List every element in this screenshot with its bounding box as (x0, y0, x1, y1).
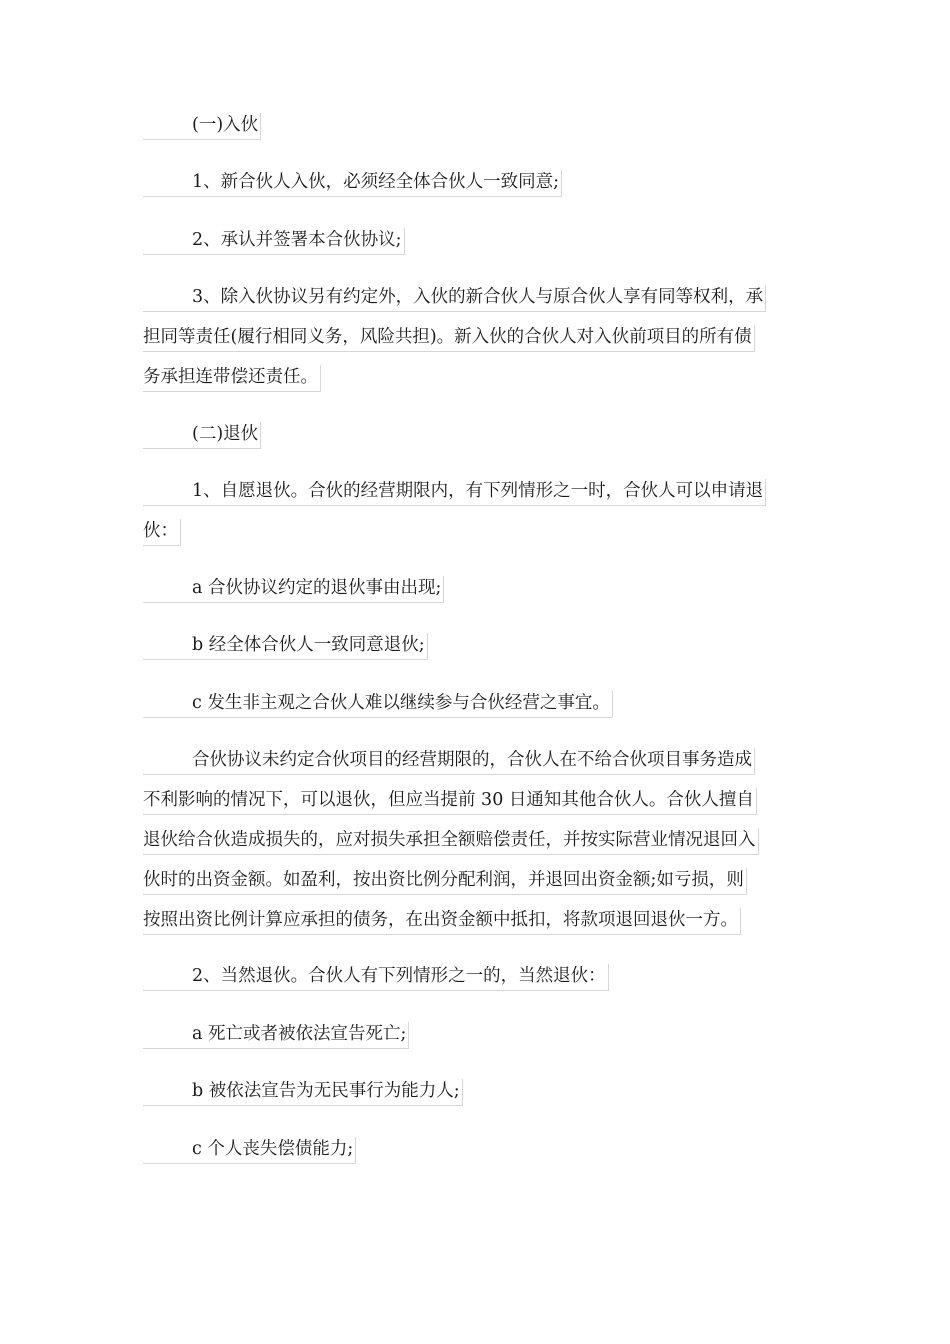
list-item-a-death (143, 1016, 409, 1056)
text-line: 不利影响的情况下，可以退伙，但应当提前 30 日通知其他合伙人。合伙人擅自 (143, 788, 757, 815)
list-item-a (143, 570, 444, 610)
text-line: 伙时的出资金额。如盈利，按出资比例分配利润，并退回出资金额;如亏损，则 (143, 868, 747, 895)
text-line: 按照出资比例计算应承担的债务，在出资金额中抵扣，将款项退回退伙一方。 (143, 908, 741, 935)
text-line: 担同等责任(履行相同义务，风险共担)。新入伙的合伙人对入伙前项目的所有债 (143, 325, 755, 352)
text-line: 2、当然退伙。合伙人有下列情形之一的，当然退伙： (143, 964, 609, 991)
section-heading-withdrawal (143, 416, 261, 456)
text-line: 伙： (143, 519, 181, 546)
paragraph-voluntary-withdrawal (143, 473, 766, 553)
paragraph-no-term-withdrawal (143, 742, 759, 942)
section-heading-joining (143, 107, 261, 147)
list-item-c (143, 685, 613, 725)
text-line: b 经全体合伙人一致同意退伙; (143, 633, 428, 660)
text-line: a 合伙协议约定的退伙事由出现; (143, 576, 444, 603)
paragraph-join-item-2 (143, 222, 405, 262)
text-line: 3、除入伙协议另有约定外，入伙的新合伙人与原合伙人享有同等权利，承 (143, 285, 766, 312)
text-line: 务承担连带偿还责任。 (143, 365, 321, 392)
text-line: 1、自愿退伙。合伙的经营期限内，有下列情形之一时，合伙人可以申请退 (143, 479, 766, 506)
paragraph-join-item-3 (143, 279, 766, 399)
text-line: a 死亡或者被依法宣告死亡; (143, 1022, 409, 1049)
text-line: 1、新合伙人入伙，必须经全体合伙人一致同意; (143, 170, 562, 197)
text-line: b 被依法宣告为无民事行为能力人; (143, 1079, 463, 1106)
list-item-b-incapacity (143, 1073, 463, 1113)
list-item-b (143, 627, 428, 667)
text-line: c 个人丧失偿债能力; (143, 1137, 356, 1164)
text-line: (二)退伙 (143, 422, 261, 449)
text-line: 2、承认并签署本合伙协议; (143, 228, 405, 255)
list-item-c-insolvency (143, 1131, 356, 1171)
paragraph-join-item-1 (143, 164, 562, 204)
text-line: 合伙协议未约定合伙项目的经营期限的，合伙人在不给合伙项目事务造成 (143, 748, 755, 775)
text-line: c 发生非主观之合伙人难以继续参与合伙经营之事宜。 (143, 691, 613, 718)
text-line: (一)入伙 (143, 113, 261, 140)
paragraph-automatic-withdrawal (143, 958, 609, 998)
text-line: 退伙给合伙造成损失的，应对损失承担全额赔偿责任，并按实际营业情况退回入 (143, 828, 759, 855)
